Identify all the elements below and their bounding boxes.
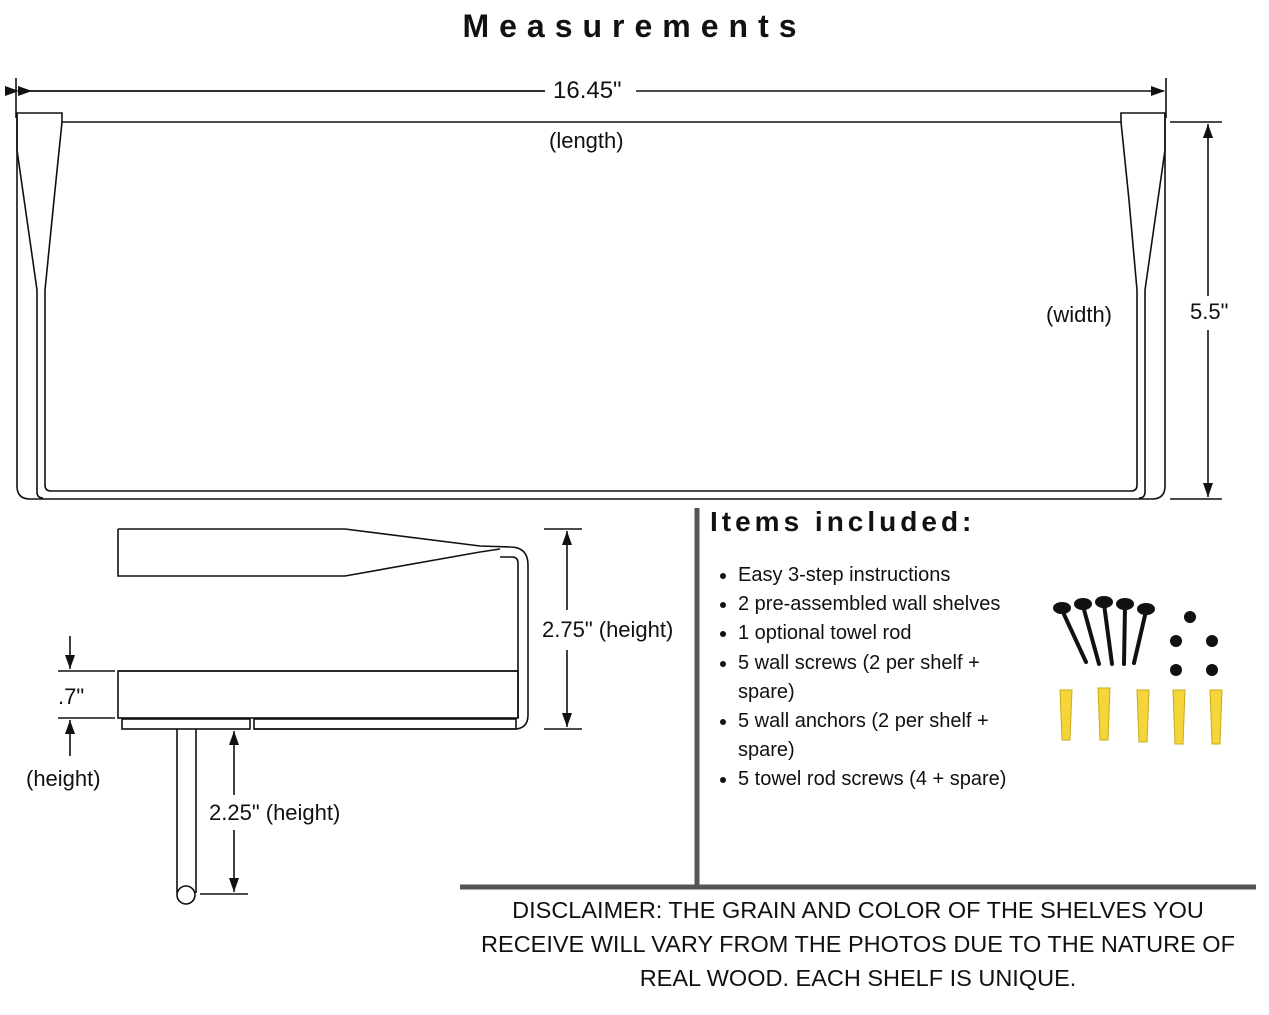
items-included-title: Items included:: [710, 506, 976, 537]
rod-drop-value: 2.25" (height): [209, 800, 341, 825]
board-thickness-label: (height): [26, 766, 101, 791]
list-item: • 5 wall screws (2 per shelf + spare): [738, 649, 1038, 707]
items-list: [716, 561, 1038, 795]
hardware-illustration: [1055, 598, 1222, 744]
shelf-outline: [17, 113, 1165, 499]
board-thickness-value: .7": [58, 684, 85, 709]
disclaimer-text: DISCLAIMER: THE GRAIN AND COLOR OF THE SHELVES YOU RECEIVE WILL VARY FROM THE PHOTOS DUE TO THE NATURE OF REAL WOOD. EACH SHELF IS UNIQUE.: [481, 897, 1235, 991]
length-label: (length): [549, 128, 624, 153]
length-value: 16.45": [553, 77, 622, 104]
list-item: • 1 optional towel rod: [738, 619, 1038, 648]
towel-rod-screws-icon: [1170, 611, 1218, 676]
side-view: [58, 529, 582, 904]
list-item: • 5 towel rod screws (4 + spare): [738, 765, 1038, 794]
list-item: • 5 wall anchors (2 per shelf + spare): [738, 707, 1038, 765]
page-title: Measurements: [462, 8, 807, 44]
width-label: (width): [1046, 302, 1113, 327]
list-item: • 2 pre-assembled wall shelves: [738, 590, 1038, 619]
wall-anchors-icon: [1060, 688, 1222, 744]
list-item: • Easy 3-step instructions: [738, 561, 1038, 590]
width-value: 5.5": [1190, 299, 1229, 324]
wall-screws-icon: [1055, 598, 1153, 664]
shelf-height-value: 2.75" (height): [542, 617, 674, 642]
